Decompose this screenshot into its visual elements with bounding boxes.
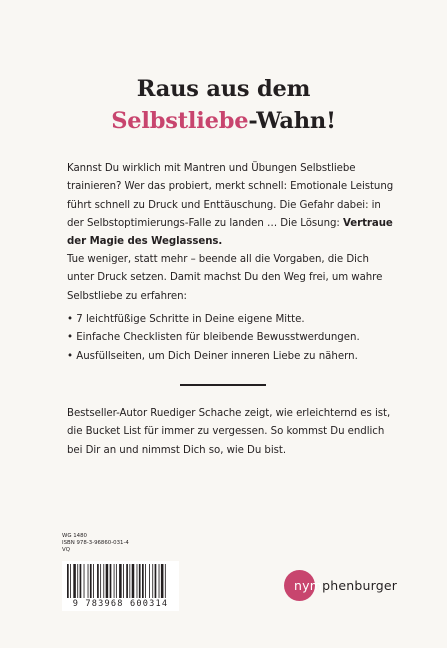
barcode-bar xyxy=(137,564,138,598)
intro-emphasis: Vertraue der Magie des Weglassens. xyxy=(67,217,393,248)
barcode-bar xyxy=(145,564,146,598)
list-item: • 7 leichtfüßige Schritte in Deine eigene Mitte. xyxy=(67,314,305,325)
barcode-bar xyxy=(139,564,141,598)
list-item: • Ausfüllseiten, um Dich Deiner inneren Liebe zu nähern. xyxy=(67,350,358,362)
wg-code: WG 1480 xyxy=(62,533,87,539)
barcode-bar xyxy=(70,564,71,598)
barcode-bar xyxy=(103,564,104,598)
vq-code: VQ xyxy=(62,547,70,554)
barcode-bar xyxy=(161,564,164,598)
barcode xyxy=(62,561,179,611)
title-accent-word: Selbstliebe xyxy=(111,108,249,134)
title-line-2 xyxy=(0,106,447,136)
title-line-1: Raus aus dem xyxy=(136,76,311,102)
barcode-bar xyxy=(84,564,85,598)
barcode-bar xyxy=(73,564,76,598)
logo-text xyxy=(294,578,397,593)
logo-text-part2: phenburger xyxy=(322,578,398,593)
list-item: • Einfache Checklisten für bleibende Bewusstwerdungen. xyxy=(67,332,360,344)
barcode-bar xyxy=(129,564,130,598)
title-suffix: -Wahn! xyxy=(248,108,336,134)
barcode-bar xyxy=(110,564,112,598)
barcode-bar xyxy=(106,564,109,598)
barcode-bar xyxy=(165,564,166,598)
barcode-bar xyxy=(80,564,82,598)
barcode-bar xyxy=(126,564,128,598)
barcode-bar xyxy=(123,564,124,598)
barcode-bar xyxy=(116,564,117,598)
barcode-bars xyxy=(67,564,174,598)
barcode-bar xyxy=(132,564,135,598)
intro-text: Kannst Du wirklich mit Mantren und Übungen Selbstliebe trainieren? Wer das probiert, merkt schnell: Emotionale Leistung führt schnell zu Druck und Enttäuschung. Die Gefahr dabei: in der Selbstoptimierungs-Falle zu landen … Die Lösung: xyxy=(67,163,394,229)
barcode-bar xyxy=(88,564,89,598)
barcode-bar xyxy=(97,564,99,598)
barcode-bar xyxy=(149,564,150,598)
barcode-bar xyxy=(100,564,101,598)
barcode-bar xyxy=(142,564,144,598)
barcode-bar xyxy=(152,564,153,598)
divider-rule xyxy=(180,384,266,386)
barcode-bar xyxy=(90,564,92,598)
barcode-bar xyxy=(114,564,115,598)
logo-text-part1: nym xyxy=(294,578,323,593)
isbn-text: ISBN 978-3-96860-031-4 xyxy=(62,540,129,547)
product-metadata xyxy=(62,533,129,555)
barcode-bar xyxy=(67,564,69,598)
second-paragraph: Tue weniger, statt mehr – beende all die Vorgaben, die Dich unter Druck setzen. Damit machst Du den Weg frei, um wahre Selbstliebe zu erfahren: xyxy=(67,254,383,302)
barcode-bar xyxy=(155,564,157,598)
feature-list xyxy=(67,311,397,366)
intro-paragraph xyxy=(67,160,397,251)
barcode-bar xyxy=(93,564,94,598)
author-paragraph: Bestseller-Autor Ruediger Schache zeigt, wie erleichternd es ist, die Bucket List für immer zu vergessen. So kommst Du endlich bei Dir an und nimmst Dich so, wie Du bist. xyxy=(67,408,391,456)
barcode-bar xyxy=(159,564,160,598)
barcode-bar xyxy=(119,564,122,598)
barcode-bar xyxy=(77,564,78,598)
barcode-digits: 9 783968 600314 xyxy=(72,599,169,609)
